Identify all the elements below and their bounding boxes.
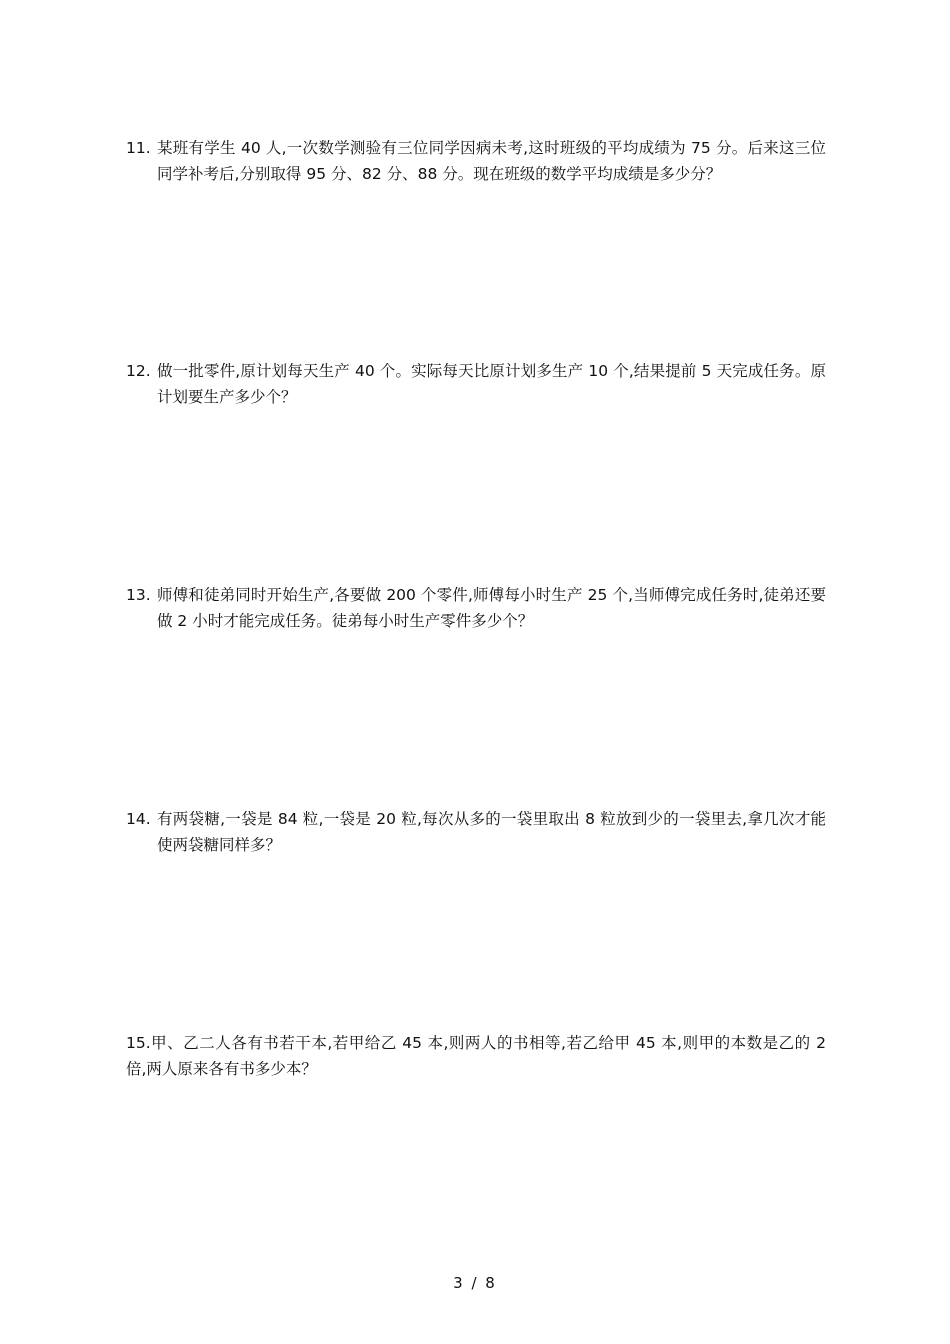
problem-number: 14. [126,810,151,828]
problem-14 [126,806,826,858]
problem-number: 13. [126,586,151,604]
problem-13 [126,582,826,634]
problem-number: 11. [126,139,151,157]
problem-number: 12. [126,362,151,380]
problem-12 [126,358,826,410]
problem-text: 某班有学生 40 人,一次数学测验有三位同学因病未考,这时班级的平均成绩为 75 分。后来这三位同学补考后,分别取得 95 分、82 分、88 分。现在班级的数学平均成绩是多少分？ [157,139,826,183]
problem-number: 15. [126,1034,151,1052]
page-number: 3 / 8 [453,1274,497,1292]
problem-text: 有两袋糖,一袋是 84 粒,一袋是 20 粒,每次从多的一袋里取出 8 粒放到少的一袋里去,拿几次才能使两袋糖同样多？ [157,810,826,854]
problem-text [126,1030,826,1082]
problem-body: 甲、乙二人各有书若干本,若甲给乙 45 本,则两人的书相等,若乙给甲 45 本,则甲的本数是乙的 2 倍,两人原来各有书多少本？ [126,1034,826,1078]
problem-15 [126,1030,826,1082]
problem-text: 做一批零件,原计划每天生产 40 个。实际每天比原计划多生产 10 个,结果提前 5 天完成任务。原计划要生产多少个？ [157,362,826,406]
problem-text: 师傅和徒弟同时开始生产,各要做 200 个零件,师傅每小时生产 25 个,当师傅完成任务时,徒弟还要做 2 小时才能完成任务。徒弟每小时生产零件多少个？ [157,586,826,630]
problem-11 [126,135,826,187]
